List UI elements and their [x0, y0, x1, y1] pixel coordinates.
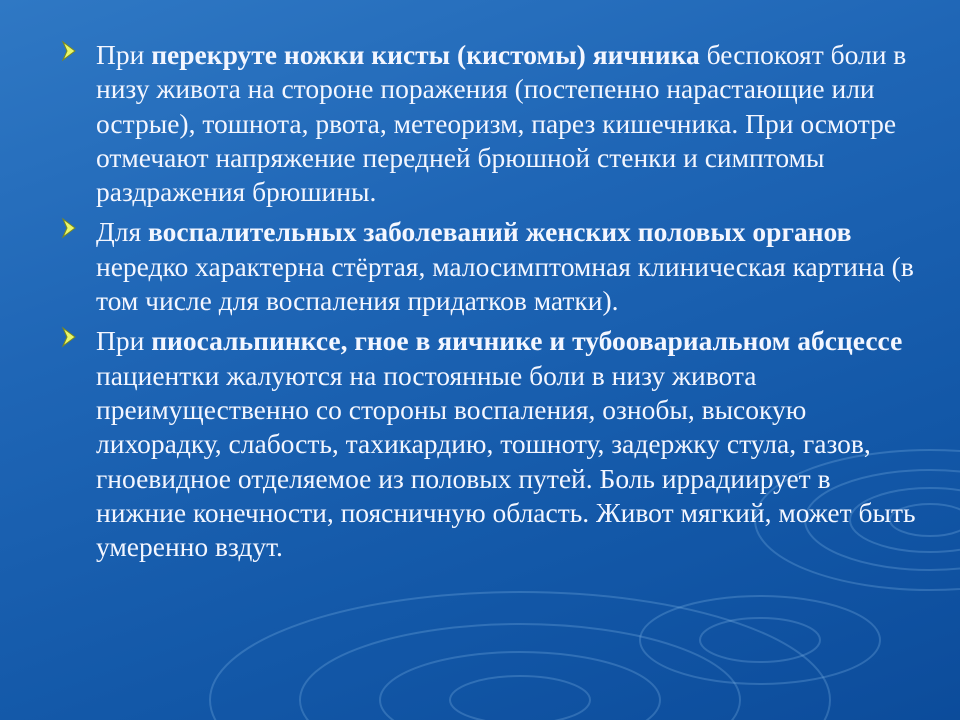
bullet-prefix: При [96, 39, 152, 70]
chevron-arrow-icon [60, 326, 80, 348]
bullet-list [60, 38, 920, 564]
chevron-arrow-icon [60, 217, 80, 239]
bullet-prefix: Для [96, 216, 149, 248]
bullet-item-ovarian-cyst-torsion [60, 38, 920, 209]
bullet-text: беспокоят боли в низу живота на стороне поражения (постепенно нарастающие или острые), тошнота, рвота, метеоризм, парез кишечника. При осмотре отмечают напряжение передней брюшной стенки и симптомы раздражения брюшины. [96, 39, 907, 208]
bullet-item-inflammatory-diseases [60, 215, 920, 318]
bullet-emphasis: перекруте ножки кисты (кистомы) яичника [151, 39, 700, 70]
chevron-arrow-icon [60, 40, 80, 62]
bullet-text: нередко характерна стёртая, малосимптомная клиническая картина (в том числе для воспаления придатков матки). [96, 250, 914, 317]
bullet-prefix: При [96, 325, 152, 357]
bullet-emphasis: пиосальпинксе, гное в яичнике и тубоовариальном абсцессе [151, 325, 903, 357]
bullet-emphasis: воспалительных заболеваний женских половых органов [148, 216, 852, 248]
slide-content [60, 38, 920, 570]
bullet-text: пациентки жалуются на постоянные боли в низу живота преимущественно со стороны воспаления, ознобы, высокую лихорадку, слабость, тахикардию, тошноту, задержку стула, газов, гноевидное отделяемое из половых путей. Боль иррадиирует в нижние конечности, поясничную область. Живот мягкий, может быть умеренно вздут. [96, 359, 916, 563]
bullet-item-pyosalpinx-abscess [60, 324, 920, 564]
